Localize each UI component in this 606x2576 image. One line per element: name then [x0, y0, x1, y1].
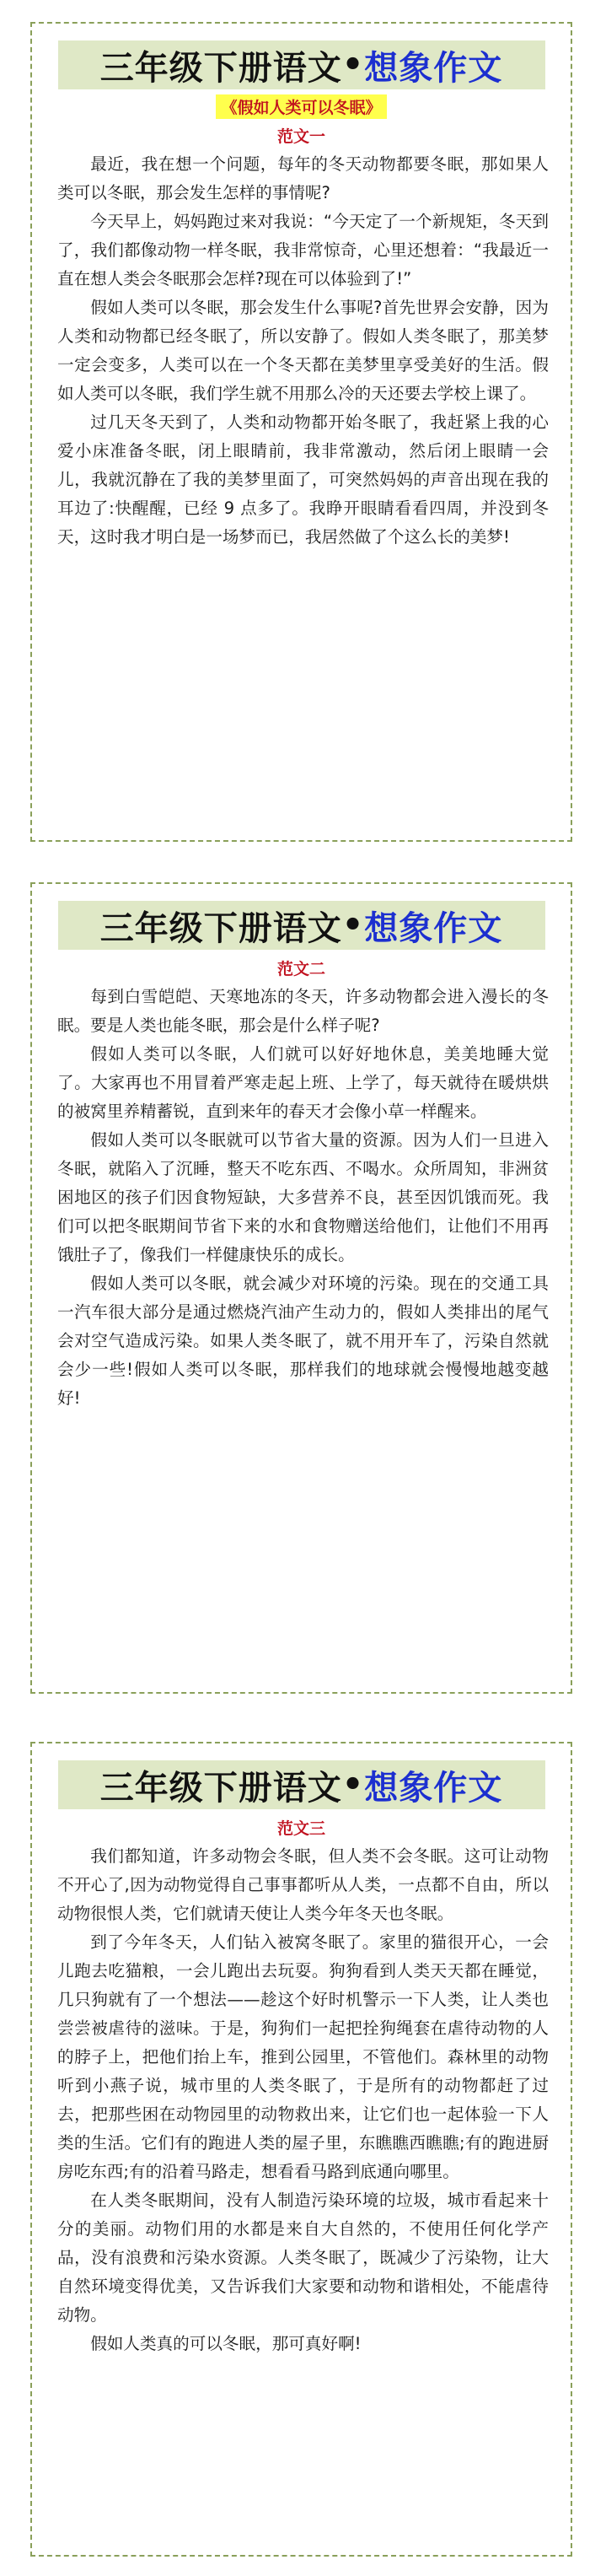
essay-card-3 [30, 1742, 572, 2557]
title-banner [58, 901, 545, 950]
paragraph: 假如人类真的可以冬眠，那可真好啊! [90, 2334, 362, 2353]
essay-body [57, 150, 549, 552]
title-separator: • [341, 1765, 365, 1804]
title-banner [58, 40, 545, 89]
title-accent: 想象作文 [364, 48, 503, 88]
title-banner [58, 1760, 545, 1809]
paragraph: 到了今年冬天，人们钻入被窝冬眠了。家里的猫很开心，一会儿跑去吃猫粮，一会儿跑出去玩耍。狗狗看到人类天天都在睡觉，几只狗就有了一个想法——趁这个好时机警示一下人类，让人类也尝尝被虐待的滋味。于是，狗狗们一起把拴狗绳套在虐待动物的人的脖子上，把他们抬上车，推到公园里，不管他们。森林里的动物听到小燕子说，城市里的人类冬眠了，于是所有的动物都赶了过去，把那些困在动物园里的动物救出来，让它们也一起体验一下人类的生活。它们有的跑进人类的屋子里，东瞧瞧西瞧瞧;有的跑进厨房吃东西;有的沿着马路走，想看看马路到底通向哪里。 [57, 1932, 549, 2181]
title-separator: • [341, 906, 365, 945]
title-main: 三年级下册语文 [99, 1768, 342, 1808]
essay-card-1 [30, 22, 572, 842]
paragraph: 在人类冬眠期间，没有人制造污染环境的垃圾，城市看起来十分的美丽。动物们用的水都是来自大自然的，不使用任何化学产品，没有浪费和污染水资源。人类冬眠了，既减少了污染物，让大自然环境变得优美，又告诉我们大家要和动物和谐相处，不能虐待动物。 [57, 2191, 549, 2325]
title-main: 三年级下册语文 [99, 908, 342, 948]
essay-body [57, 983, 549, 1413]
essay-body [57, 1842, 549, 2358]
essay-card-2 [30, 882, 572, 1694]
paragraph: 假如人类可以冬眠，那会发生什么事呢?首先世界会安静，因为人类和动物都已经冬眠了，所以安静了。假如人类冬眠了，那美梦一定会变多，人类可以在一个冬天都在美梦里享受美好的生活。假如人类可以冬眠，我们学生就不用那么冷的天还要去学校上课了。 [57, 298, 549, 403]
sample-label: 范文一 [276, 127, 325, 146]
sample-label: 范文三 [276, 1819, 325, 1838]
paragraph: 最近，我在想一个问题，每年的冬天动物都要冬眠，那如果人类可以冬眠，那会发生怎样的事情呢? [57, 154, 549, 202]
paragraph: 我们都知道，许多动物会冬眠，但人类不会冬眠。这可让动物不开心了,因为动物觉得自己事事都听从人类，一点都不自由，所以动物很恨人类，它们就请天使让人类今年冬天也冬眠。 [57, 1846, 549, 1923]
paragraph: 假如人类可以冬眠，就会减少对环境的污染。现在的交通工具一汽车很大部分是通过燃烧汽油产生动力的，假如人类排出的尾气会对空气造成污染。如果人类冬眠了，就不用开车了，污染自然就会少一些!假如人类可以冬眠，那样我们的地球就会慢慢地越变越好! [57, 1274, 549, 1408]
title-accent: 想象作文 [364, 908, 503, 948]
title-main: 三年级下册语文 [99, 48, 342, 88]
paragraph: 假如人类可以冬眠，人们就可以好好地休息，美美地睡大觉了。大家再也不用冒着严寒走起上班、上学了，每天就待在暖烘烘的被窝里养精蓄锐，直到来年的春天才会像小草一样醒来。 [57, 1044, 549, 1121]
paragraph: 假如人类可以冬眠就可以节省大量的资源。因为人们一旦进入冬眠，就陷入了沉睡，整天不吃东西、不喝水。众所周知，非洲贫困地区的孩子们因食物短缺，大多营养不良，甚至因饥饿而死。我们可以把冬眠期间节省下来的水和食物赠送给他们，让他们不用再饿肚子了，像我们一样健康快乐的成长。 [57, 1130, 549, 1264]
paragraph: 每到白雪皑皑、天寒地冻的冬天，许多动物都会进入漫长的冬眠。要是人类也能冬眠，那会是什么样子呢? [57, 987, 549, 1035]
sample-label: 范文二 [276, 960, 325, 978]
paragraph: 今天早上，妈妈跑过来对我说：“今天定了一个新规矩，冬天到了，我们都像动物一样冬眠，我非常惊奇，心里还想着：“我最近一直在想人类会冬眠那会怎样?现在可以体验到了!” [57, 212, 549, 288]
essay-topic: 《假如人类可以冬眠》 [216, 94, 386, 119]
paragraph: 过几天冬天到了，人类和动物都开始冬眠了，我赶紧上我的心爱小床准备冬眠，闭上眼睛前，我非常激动，然后闭上眼睛一会儿，我就沉静在了我的美梦里面了，可突然妈妈的声音出现在我的耳边了:快醒醒，已经 9 点多了。我睁开眼睛看看四周，并没到冬天，这时我才明白是一场梦而已，我居然做了个这么长的美梦! [57, 412, 549, 547]
title-accent: 想象作文 [364, 1768, 503, 1808]
title-separator: • [341, 46, 365, 84]
